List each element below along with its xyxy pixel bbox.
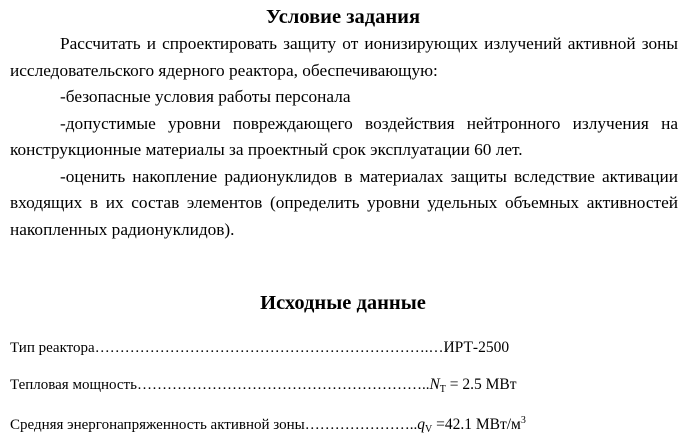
- data-value: = 2.5 МВт: [445, 376, 517, 393]
- dot-leader: ………………………………………………………….…: [94, 340, 444, 356]
- data-row-power-density: [10, 415, 678, 435]
- task-intro: Рассчитать и спроектировать защиту от ионизирующих излучений активной зоны исследовательского ядерного реактора, обеспечивающую:: [10, 34, 678, 80]
- symbol: q: [417, 416, 425, 433]
- data-value: ИРТ-2500: [443, 339, 510, 356]
- data-value: =42.1 МВт/м: [432, 416, 521, 433]
- data-label: Тепловая мощность: [10, 377, 137, 393]
- symbol-subscript: T: [439, 384, 446, 395]
- task-description: [10, 31, 678, 243]
- data-row-reactor-type: [10, 338, 678, 358]
- task-item-activation: -оценить накопление радионуклидов в материалах защиты вследствие активации входящих в их состав элементов (определить уровни удельных объемных активностей накопленных радионуклидов).: [10, 166, 678, 239]
- data-label: Тип реактора: [10, 340, 95, 356]
- input-data-title: Исходные данные: [260, 292, 426, 314]
- data-row-thermal-power: [10, 375, 678, 395]
- unit-superscript: 3: [520, 415, 526, 426]
- task-title: Условие задания: [265, 6, 421, 28]
- dot-leader: …………………………………………………..: [136, 377, 430, 393]
- data-label: Средняя энергонапряженность активной зоны: [10, 417, 305, 433]
- dot-leader: …………………..: [304, 417, 418, 433]
- symbol: N: [429, 376, 440, 393]
- symbol-subscript: V: [424, 424, 433, 435]
- task-item-staff-safety: -безопасные условия работы персонала: [60, 87, 351, 106]
- task-item-neutron-damage: -допустимые уровни повреждающего воздействия нейтронного излучения на конструкционные материалы за проектный срок эксплуатации 60 лет.: [10, 113, 678, 159]
